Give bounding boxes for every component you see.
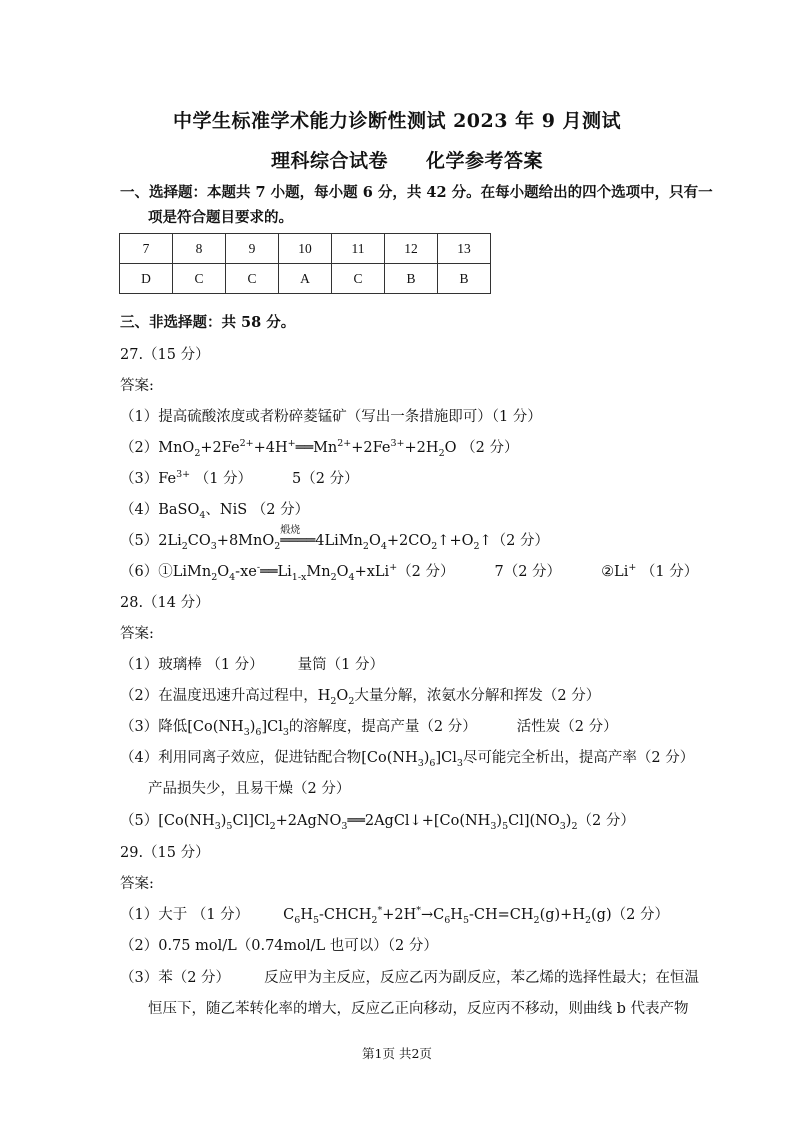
answer-cell: C: [332, 264, 385, 294]
q28-answer-2: （2）在温度迅速升高过程中，$H_2O_2$大量分解，浓氨水分解和挥发（2 分）: [120, 688, 601, 707]
page-footer: 第1页 共2页: [362, 1046, 432, 1061]
answer-cell: C: [173, 264, 226, 294]
q28-answer-5: $(5)[Co(NH_3)_5Cl]Cl_2+2AgNO_3══2AgCl↓+[Co(NH_3)_5Cl](NO_3)_2(2$ 分）: [120, 813, 635, 832]
q28-heading: 28.（14 分）: [120, 595, 210, 611]
answer-table: [119, 233, 491, 294]
q27-answer-1: （1）提高硫酸浓度或者粉碎菱锰矿（写出一条措施即可）（1 分）: [120, 409, 542, 425]
page-title: 中学生标准学术能力诊断性测试 2023 年 9 月测试: [172, 110, 622, 132]
q28-answer-4: （4）利用同离子效应，促进钴配合物$[Co(NH_3)_6]Cl_3$尽可能完全析出，提高产率（2 分）: [120, 750, 695, 769]
q29-answer-3-cont: 恒压下，随乙苯转化率的增大，反应乙正向移动，反应丙不移动，则曲线 b 代表产物: [148, 1001, 689, 1017]
q27-answer-6: $(6)①LiMn_2O_4-xe^-══Li_{1-x}Mn_2O_4+xLi^+(2$ 分） 7（2 分） ②Li+ （1 分）: [120, 562, 699, 583]
subtitle-left: 理科综合试卷: [270, 150, 388, 172]
q29-answer-1: （1）大于 （1 分） $C_6H_5-CHCH_2^*+2H^*\to C_6H_5-CH=CH_2(g)+H_2(g)(2$ 分）: [120, 905, 669, 926]
answer-cell: B: [438, 264, 491, 294]
question-number-row: [120, 234, 491, 264]
q29-answer-label: 答案:: [120, 876, 154, 892]
q29-answer-2: （2）0.75 mol/L（0.74mol/L 也可以）（2 分）: [120, 938, 438, 954]
question-number: 12: [385, 234, 438, 264]
q29-answer-3: （3）苯（2 分） 反应甲为主反应，反应乙丙为副反应，苯乙烯的选择性最大；在恒温: [120, 970, 700, 986]
q27-answer-2: $(2)MnO_2+2Fe^{2+}+4H^+══Mn^{2+}+2Fe^{3+}+2H_2O$ （2 分）: [120, 438, 519, 459]
question-number: 9: [226, 234, 279, 264]
question-number: 11: [332, 234, 385, 264]
q28-answer-3: （3）降低$[Co(NH_3)_6]Cl_3$的溶解度，提高产量（2 分） 活性炭（2 分）: [120, 719, 618, 738]
section1-heading-line2: 项是符合题目要求的。: [148, 209, 293, 226]
page-subtitle: [10, 146, 794, 173]
answer-cell: D: [120, 264, 173, 294]
q27-answer-label: 答案:: [120, 378, 154, 394]
question-number: 8: [173, 234, 226, 264]
q27-heading: 27.（15 分）: [120, 347, 210, 363]
q28-answer-label: 答案:: [120, 626, 154, 642]
answer-cell: C: [226, 264, 279, 294]
answer-cell: B: [385, 264, 438, 294]
answer-row: [120, 264, 491, 294]
section1-heading-line1: 一、选择题：本题共 7 小题，每小题 6 分，共 42 分。在每小题给出的四个选项中，只有一: [120, 184, 713, 201]
question-number: 13: [438, 234, 491, 264]
subtitle-right: 化学参考答案: [426, 150, 544, 172]
answer-cell: A: [279, 264, 332, 294]
q27-answer-5: $(5)2Li_2CO_3+8MnO_2$ 煅烧 $════4LiMn_2O_4+2CO_2↑+O_2↑(2$ 分）: [120, 525, 550, 552]
q29-heading: 29.（15 分）: [120, 845, 210, 861]
q27-answer-4: （4）BaSO$_4$、NiS （2 分）: [120, 502, 310, 521]
q28-answer-4-cont: 产品损失少，且易干燥（2 分）: [148, 781, 351, 797]
question-number: 7: [120, 234, 173, 264]
question-number: 10: [279, 234, 332, 264]
reaction-condition: 煅烧 ════: [280, 525, 316, 549]
q28-answer-1: （1）玻璃棒 （1 分） 量筒（1 分）: [120, 657, 385, 673]
section3-heading: 三、非选择题：共 58 分。: [120, 314, 296, 331]
q27-answer-3: $(3)Fe^{3+}$ （1 分） 5（2 分）: [120, 469, 359, 487]
